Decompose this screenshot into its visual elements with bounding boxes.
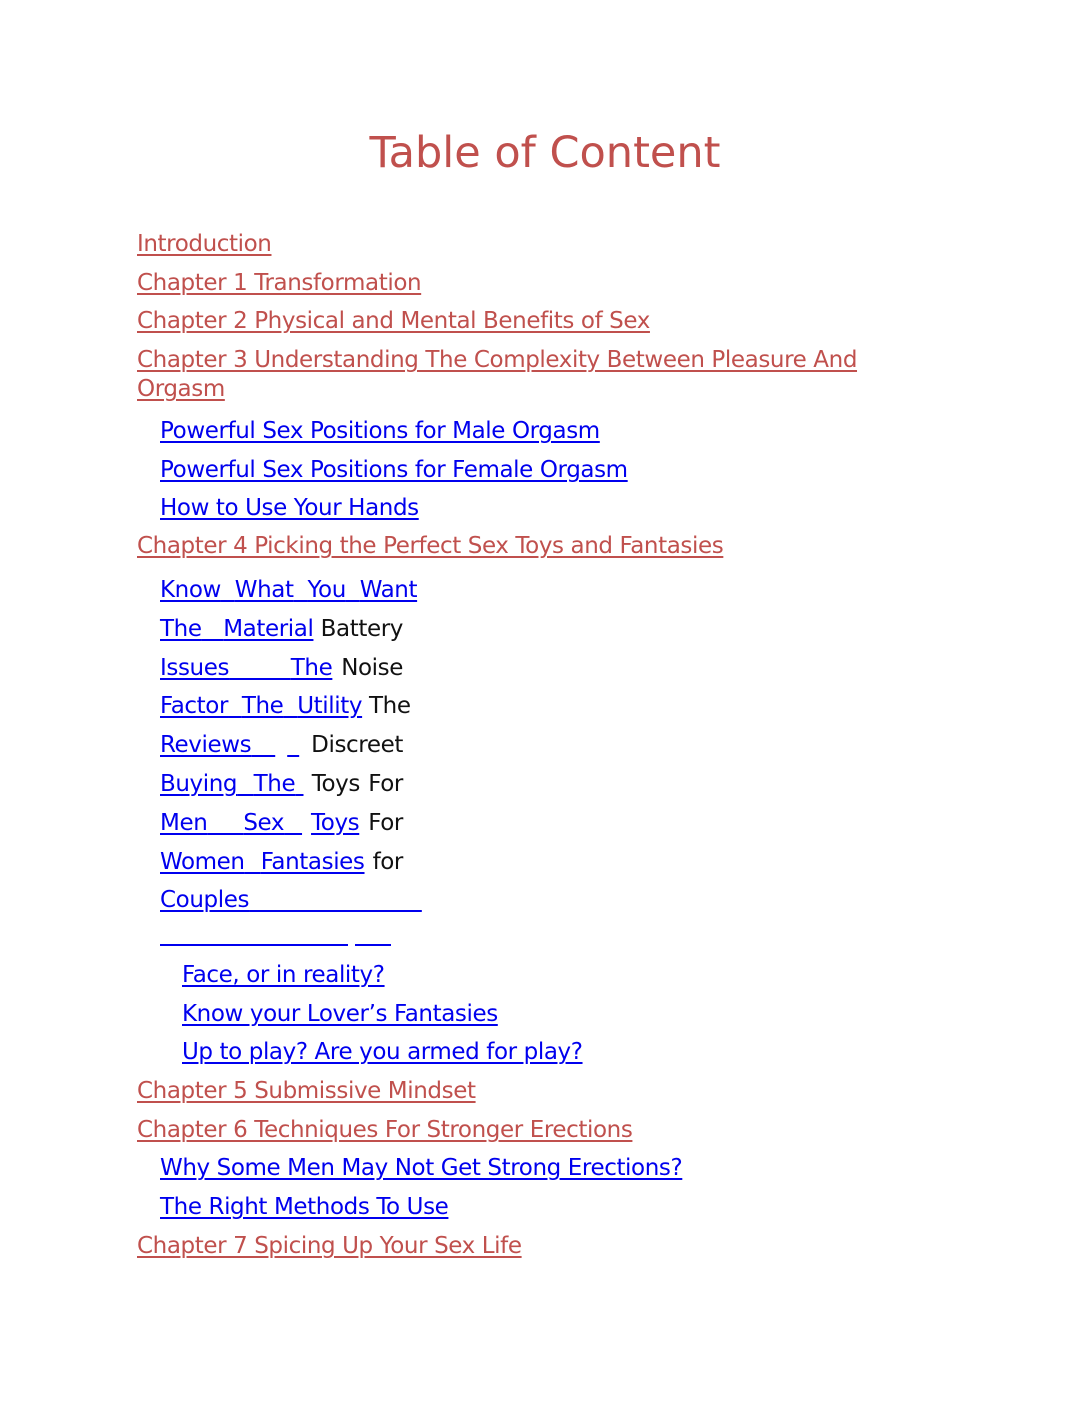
toc-link-chapter-5[interactable]: Chapter 5 Submissive Mindset bbox=[137, 1078, 476, 1104]
block-line bbox=[160, 610, 403, 649]
underline-rule[interactable] bbox=[160, 944, 348, 946]
toc-link-male-orgasm[interactable]: Powerful Sex Positions for Male Orgasm bbox=[160, 418, 600, 444]
toc-link-chapter-2[interactable]: Chapter 2 Physical and Mental Benefits of Sex bbox=[137, 308, 650, 334]
underline-rule[interactable] bbox=[355, 944, 391, 946]
block-word: Toys bbox=[311, 770, 360, 797]
block-word: The bbox=[369, 693, 411, 720]
block-line bbox=[160, 881, 403, 920]
toc-link-spacer[interactable] bbox=[287, 732, 299, 758]
toc-subsection-block bbox=[160, 571, 418, 920]
block-word: for bbox=[372, 848, 403, 875]
block-word: Battery bbox=[320, 615, 403, 642]
toc-link-chapter-4[interactable]: Chapter 4 Picking the Perfect Sex Toys and Fantasies bbox=[137, 533, 724, 559]
toc-link-fantasies-for-couples[interactable]: Couples bbox=[160, 887, 250, 914]
block-line bbox=[160, 649, 403, 688]
toc-link-lovers-fantasies[interactable]: Know your Lover’s Fantasies bbox=[182, 1001, 498, 1027]
toc-link-introduction[interactable]: Introduction bbox=[137, 231, 272, 257]
block-line bbox=[160, 765, 403, 804]
toc-link-battery-issues[interactable]: Issues The bbox=[160, 654, 333, 681]
toc-link-women-fantasies[interactable]: Women Fantasies bbox=[160, 848, 365, 875]
block-line bbox=[160, 804, 403, 843]
block-word: Discreet bbox=[311, 732, 403, 759]
toc-link-the-material[interactable]: The Material bbox=[160, 615, 314, 642]
toc-link-chapter-1[interactable]: Chapter 1 Transformation bbox=[137, 270, 422, 296]
block-line bbox=[160, 571, 418, 610]
block-line bbox=[160, 687, 411, 726]
toc-link-chapter-7[interactable]: Chapter 7 Spicing Up Your Sex Life bbox=[137, 1233, 522, 1259]
toc-link-strong-erections[interactable]: Why Some Men May Not Get Strong Erections? bbox=[160, 1155, 683, 1181]
toc-link-toys-for-men[interactable]: Men Sex bbox=[160, 809, 285, 836]
toc-link-the-utility[interactable]: Factor The Utility bbox=[160, 693, 363, 720]
toc-link-sex-toys-for-women[interactable]: Toys bbox=[311, 809, 360, 836]
toc-link-up-to-play[interactable]: Up to play? Are you armed for play? bbox=[182, 1039, 583, 1065]
toc-link-the-reviews[interactable]: Reviews bbox=[160, 732, 252, 759]
toc-link-chapter-6[interactable]: Chapter 6 Techniques For Stronger Erections bbox=[137, 1117, 633, 1143]
block-word: For bbox=[368, 770, 403, 797]
block-line bbox=[160, 843, 403, 882]
toc-link-discreet-buying[interactable]: Buying The bbox=[160, 770, 296, 797]
toc-link-chapter-3[interactable]: Chapter 3 Understanding The Complexity Between Pleasure And Orgasm bbox=[137, 347, 858, 402]
toc-link-use-hands[interactable]: How to Use Your Hands bbox=[160, 495, 419, 521]
block-word: Noise bbox=[341, 654, 403, 681]
toc-link-right-methods[interactable]: The Right Methods To Use bbox=[160, 1194, 449, 1220]
toc-link-face-or-reality[interactable]: Face, or in reality? bbox=[182, 962, 385, 988]
page-title: Table of Content bbox=[369, 128, 721, 178]
toc-link-female-orgasm[interactable]: Powerful Sex Positions for Female Orgasm bbox=[160, 457, 628, 483]
block-line bbox=[160, 726, 403, 765]
toc-link-know-what-you-want[interactable]: Know What You Want bbox=[160, 577, 418, 603]
block-word: For bbox=[368, 809, 403, 836]
